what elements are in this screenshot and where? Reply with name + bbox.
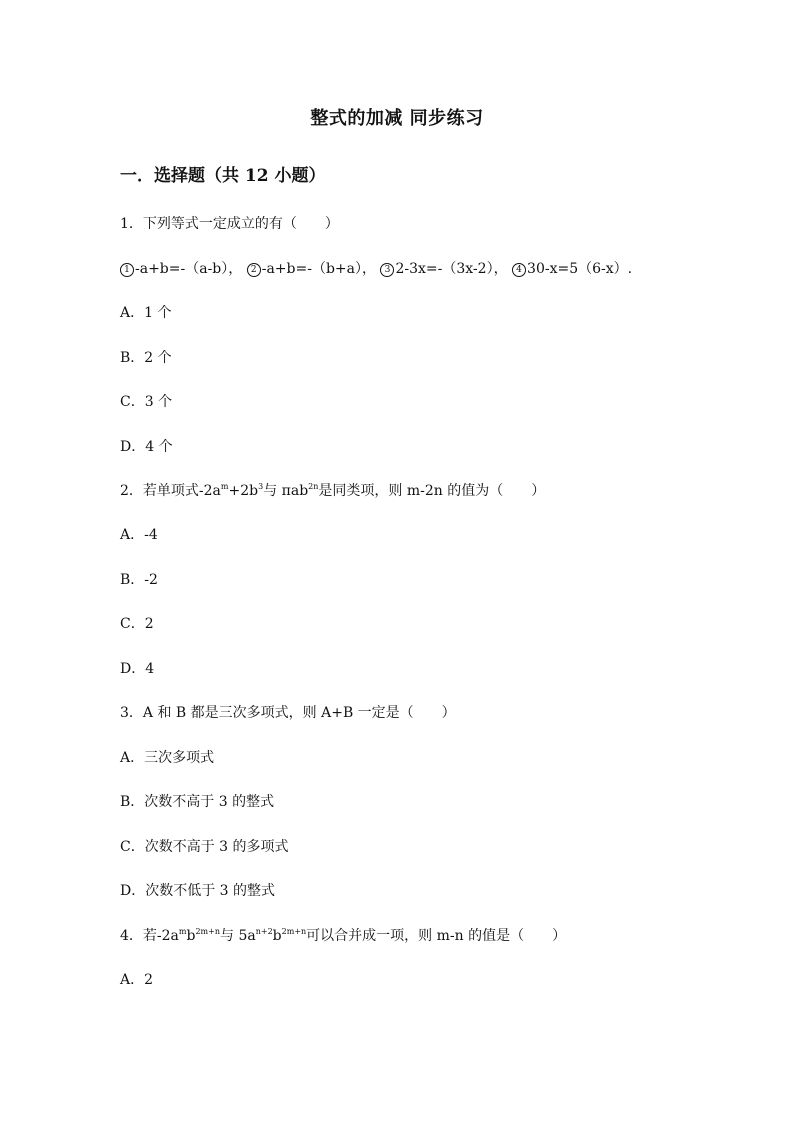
exponent: 2m+n — [195, 927, 220, 936]
stem-text: 是同类项，则 m-2n 的值为（ ） — [318, 483, 546, 499]
exponent: 3 — [258, 482, 264, 491]
question-3-option-d: D．次数不低于 3 的整式 — [120, 883, 276, 899]
statement-4: 30-x=5（6-x）. — [527, 261, 633, 277]
stem-text: 与 πab — [263, 483, 309, 499]
stem-text: 可以合并成一项，则 m-n 的值是（ ） — [306, 928, 567, 944]
exponent: n+2 — [255, 927, 273, 936]
question-3-option-b: B．次数不高于 3 的整式 — [120, 794, 275, 810]
statement-1: -a+b=-（a-b）， — [135, 261, 243, 277]
stem-text: 与 5a — [220, 928, 256, 944]
exponent: m — [178, 927, 187, 936]
question-1-statements — [120, 258, 632, 278]
section-heading: 一．选择题（共 12 小题） — [120, 166, 326, 186]
statement-2: -a+b=-（b+a）， — [261, 261, 377, 277]
stem-text: b — [186, 928, 196, 944]
circled-number-2: 2 — [247, 263, 261, 277]
circled-number-3: 3 — [380, 263, 394, 277]
circled-number-4: 4 — [512, 263, 526, 277]
question-2-stem — [120, 480, 545, 500]
question-1-option-b: B．2 个 — [120, 350, 172, 366]
question-1-option-d: D．4 个 — [120, 439, 173, 455]
question-1-option-a: A．1 个 — [120, 305, 172, 321]
exponent: 2m+n — [281, 927, 307, 936]
question-1-stem: 1．下列等式一定成立的有（ ） — [120, 216, 339, 232]
question-2-option-d: D．4 — [120, 661, 155, 677]
question-3-option-c: C．次数不高于 3 的多项式 — [120, 839, 289, 855]
exponent: 2n — [308, 482, 319, 491]
question-3-option-a: A．三次多项式 — [120, 750, 215, 766]
stem-text: b — [272, 928, 282, 944]
question-1-option-c: C．3 个 — [120, 394, 173, 410]
exponent: m — [220, 482, 229, 491]
question-2-option-c: C．2 — [120, 616, 154, 632]
stem-text: +2b — [228, 483, 259, 499]
stem-text: 4．若-2a — [120, 928, 179, 944]
statement-3: 2-3x=-（3x-2）， — [395, 261, 508, 277]
question-4-stem — [120, 925, 566, 945]
question-2-option-b: B．-2 — [120, 572, 158, 588]
question-4-option-a: A．2 — [120, 972, 154, 988]
stem-text: 2．若单项式-2a — [120, 483, 221, 499]
question-2-option-a: A．-4 — [120, 527, 158, 543]
page-title: 整式的加减 同步练习 — [310, 108, 484, 129]
circled-number-1: 1 — [120, 263, 134, 277]
question-3-stem: 3．A 和 B 都是三次多项式，则 A+B 一定是（ ） — [120, 705, 456, 721]
